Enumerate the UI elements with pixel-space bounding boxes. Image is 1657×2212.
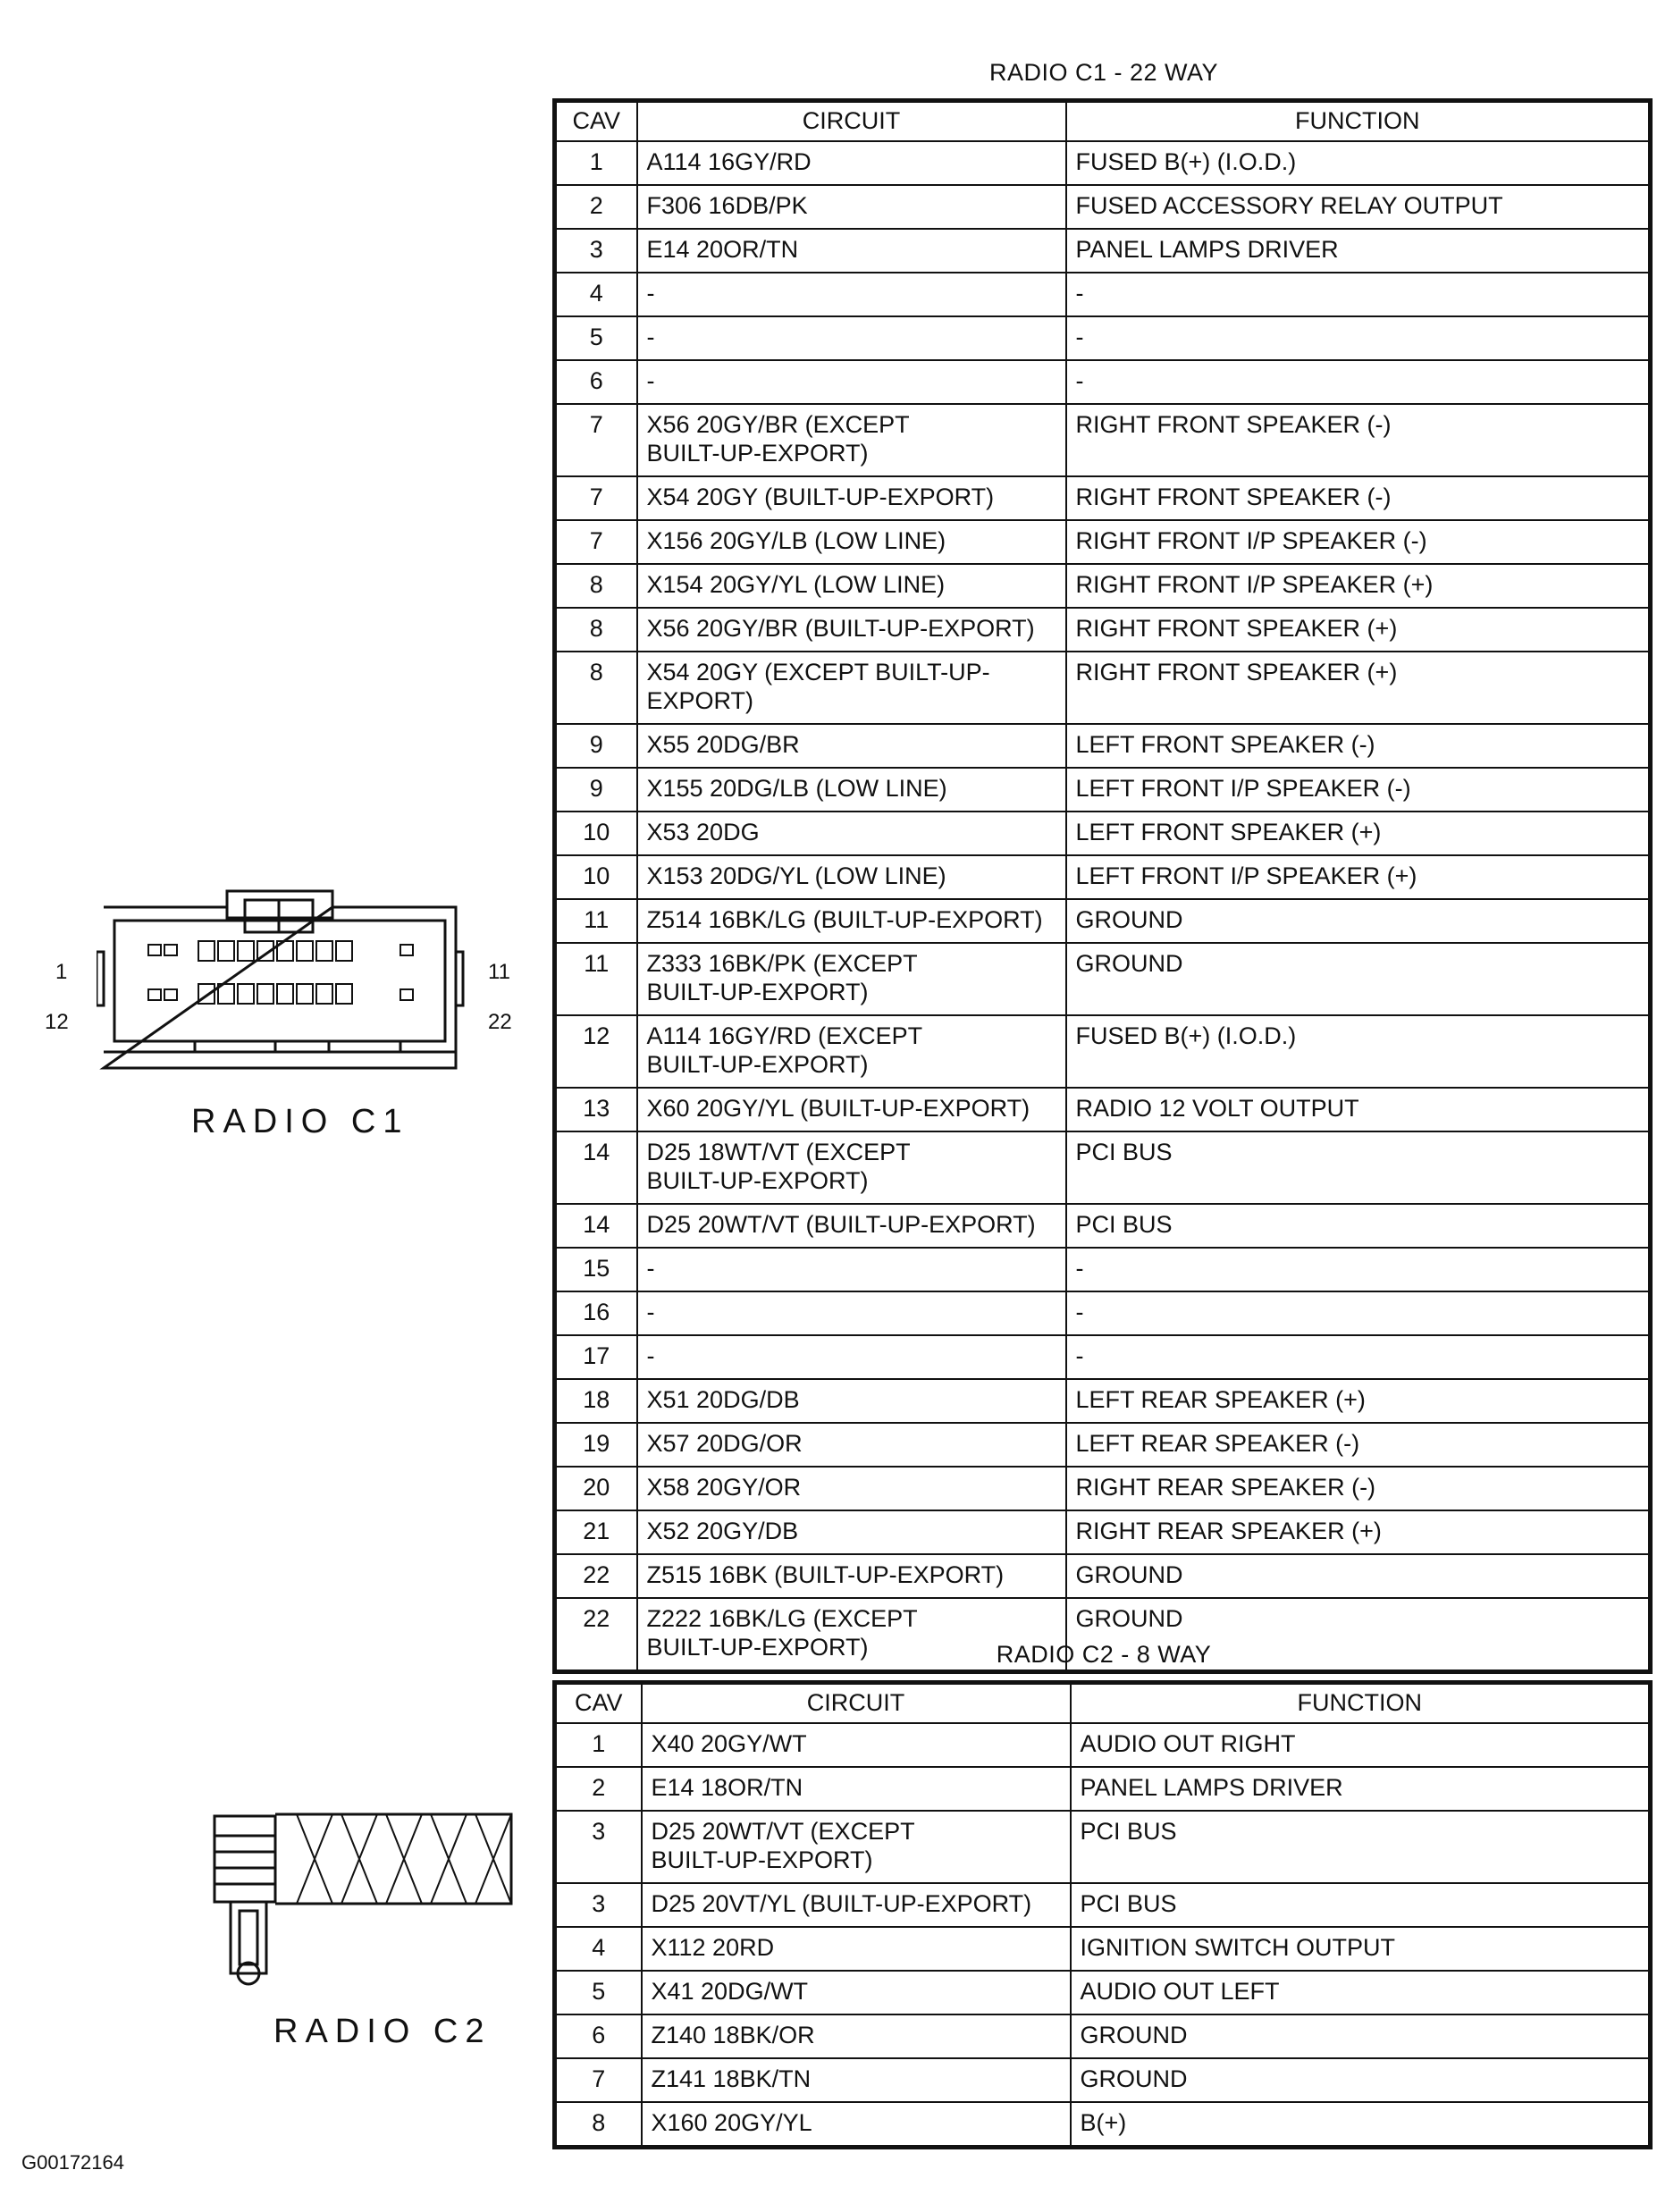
c1-pinout-table bbox=[552, 98, 1653, 1674]
circuit-cell bbox=[642, 1811, 1071, 1883]
table-row bbox=[555, 141, 1651, 185]
function-cell bbox=[1071, 2058, 1651, 2102]
function-cell bbox=[1066, 1379, 1651, 1423]
cav-cell bbox=[555, 229, 637, 273]
cav-cell-text: 2 bbox=[592, 1774, 606, 1801]
function-cell-text: FUSED B(+) (I.O.D.) bbox=[1075, 148, 1297, 175]
table-row bbox=[555, 1379, 1651, 1423]
table-row bbox=[555, 608, 1651, 652]
circuit-cell-text: - bbox=[646, 1255, 655, 1282]
function-cell bbox=[1066, 316, 1651, 360]
table-row bbox=[555, 476, 1651, 520]
circuit-cell bbox=[637, 943, 1066, 1015]
cav-cell-text: 4 bbox=[592, 1934, 606, 1961]
circuit-cell bbox=[637, 899, 1066, 943]
table-row bbox=[555, 185, 1651, 229]
cav-cell bbox=[555, 724, 637, 768]
cav-cell-text: 22 bbox=[583, 1561, 610, 1588]
function-cell bbox=[1066, 229, 1651, 273]
function-cell bbox=[1071, 2014, 1651, 2058]
function-cell bbox=[1066, 608, 1651, 652]
cav-cell-text: 7 bbox=[592, 2065, 606, 2092]
pin-11-label: 11 bbox=[488, 960, 510, 984]
cav-cell bbox=[555, 476, 637, 520]
function-cell bbox=[1066, 476, 1651, 520]
circuit-cell bbox=[642, 2102, 1071, 2148]
function-cell bbox=[1066, 1510, 1651, 1554]
function-cell-text: PANEL LAMPS DRIVER bbox=[1075, 236, 1339, 263]
circuit-cell-text: X56 20GY/BR (BUILT-UP-EXPORT) bbox=[646, 615, 1035, 642]
function-cell-text: RIGHT FRONT I/P SPEAKER (+) bbox=[1075, 571, 1434, 598]
circuit-cell-text: E14 18OR/TN bbox=[651, 1774, 803, 1801]
cav-cell-text: 2 bbox=[589, 192, 603, 219]
table-header-row bbox=[555, 101, 1651, 142]
table-row bbox=[555, 1811, 1651, 1883]
cav-cell-text: 22 bbox=[583, 1605, 610, 1632]
function-cell bbox=[1071, 1811, 1651, 1883]
cav-cell-text: 14 bbox=[583, 1139, 610, 1165]
table-header-row bbox=[555, 1683, 1651, 1724]
function-cell-text: GROUND bbox=[1075, 906, 1183, 933]
radio-c1-connector-drawing bbox=[97, 889, 472, 1086]
cav-cell bbox=[555, 1598, 637, 1672]
circuit-cell bbox=[637, 1554, 1066, 1598]
cav-cell bbox=[555, 2058, 642, 2102]
table-row bbox=[555, 652, 1651, 724]
function-cell-text: RIGHT FRONT SPEAKER (-) bbox=[1075, 484, 1392, 510]
cav-cell-text: 1 bbox=[592, 1730, 606, 1757]
c1-title: RADIO C1 - 22 WAY bbox=[988, 59, 1219, 86]
cav-cell-text: 3 bbox=[589, 236, 603, 263]
table-row bbox=[555, 855, 1651, 899]
circuit-cell bbox=[642, 1767, 1071, 1811]
pin-22-label: 22 bbox=[488, 1010, 512, 1034]
circuit-cell bbox=[637, 1015, 1066, 1088]
function-cell bbox=[1071, 1883, 1651, 1927]
cav-cell-text: 7 bbox=[589, 411, 603, 438]
circuit-cell-text: X155 20DG/LB (LOW LINE) bbox=[646, 775, 947, 802]
function-cell bbox=[1066, 1335, 1651, 1379]
function-cell bbox=[1066, 943, 1651, 1015]
cav-cell-text: 9 bbox=[589, 731, 603, 758]
function-cell bbox=[1066, 855, 1651, 899]
function-cell-text: - bbox=[1075, 1299, 1084, 1325]
function-cell bbox=[1066, 1131, 1651, 1204]
circuit-cell-text: F306 16DB/PK bbox=[646, 192, 808, 219]
circuit-cell-text: - bbox=[646, 367, 655, 394]
function-cell bbox=[1066, 1291, 1651, 1335]
function-cell-text: PCI BUS bbox=[1080, 1890, 1177, 1917]
circuit-cell-text: D25 18WT/VT (EXCEPT BUILT-UP-EXPORT) bbox=[646, 1139, 911, 1194]
cav-cell bbox=[555, 2014, 642, 2058]
circuit-cell-text: D25 20WT/VT (BUILT-UP-EXPORT) bbox=[646, 1211, 1036, 1238]
cav-cell bbox=[555, 1335, 637, 1379]
table-row bbox=[555, 2014, 1651, 2058]
function-cell-text: FUSED ACCESSORY RELAY OUTPUT bbox=[1075, 192, 1503, 219]
table-row bbox=[555, 404, 1651, 476]
circuit-cell-text: Z140 18BK/OR bbox=[651, 2022, 815, 2048]
cav-cell-text: 16 bbox=[583, 1299, 610, 1325]
function-cell bbox=[1066, 1467, 1651, 1510]
function-cell-text: PANEL LAMPS DRIVER bbox=[1080, 1774, 1343, 1801]
cav-cell bbox=[555, 652, 637, 724]
cav-cell bbox=[555, 520, 637, 564]
circuit-cell-text: - bbox=[646, 1299, 655, 1325]
cav-cell-text: 6 bbox=[592, 2022, 606, 2048]
circuit-cell-text: Z515 16BK (BUILT-UP-EXPORT) bbox=[646, 1561, 1005, 1588]
circuit-cell bbox=[637, 1510, 1066, 1554]
function-cell-text: RIGHT REAR SPEAKER (-) bbox=[1075, 1474, 1376, 1501]
circuit-cell bbox=[637, 608, 1066, 652]
table-row bbox=[555, 1927, 1651, 1971]
cav-cell-text: 5 bbox=[589, 324, 603, 350]
cav-cell-text: 11 bbox=[584, 906, 610, 933]
function-cell bbox=[1066, 899, 1651, 943]
function-cell-text: RIGHT FRONT SPEAKER (+) bbox=[1075, 659, 1398, 685]
circuit-cell-text: X60 20GY/YL (BUILT-UP-EXPORT) bbox=[646, 1095, 1030, 1122]
circuit-cell bbox=[637, 476, 1066, 520]
function-cell bbox=[1066, 652, 1651, 724]
cav-cell-text: 10 bbox=[583, 819, 610, 845]
circuit-cell bbox=[637, 1467, 1066, 1510]
table-row bbox=[555, 1088, 1651, 1131]
function-cell bbox=[1066, 768, 1651, 812]
cav-cell bbox=[555, 1204, 637, 1248]
cav-cell-text: 3 bbox=[592, 1818, 606, 1845]
cav-cell bbox=[555, 943, 637, 1015]
function-cell bbox=[1066, 1015, 1651, 1088]
function-cell-text: LEFT FRONT I/P SPEAKER (-) bbox=[1075, 775, 1411, 802]
function-cell bbox=[1066, 1423, 1651, 1467]
circuit-cell-text: X154 20GY/YL (LOW LINE) bbox=[646, 571, 946, 598]
circuit-cell bbox=[637, 1335, 1066, 1379]
circuit-cell bbox=[637, 652, 1066, 724]
cav-cell bbox=[555, 855, 637, 899]
function-cell-text: RIGHT FRONT SPEAKER (+) bbox=[1075, 615, 1398, 642]
function-cell bbox=[1066, 141, 1651, 185]
cav-cell-text: 6 bbox=[589, 367, 603, 394]
table-row bbox=[555, 943, 1651, 1015]
table-row bbox=[555, 1131, 1651, 1204]
function-header: FUNCTION bbox=[1066, 101, 1651, 142]
function-cell bbox=[1066, 404, 1651, 476]
cav-cell bbox=[555, 812, 637, 855]
circuit-cell-text: X53 20DG bbox=[646, 819, 760, 845]
cav-cell-text: 11 bbox=[584, 950, 610, 977]
table-row bbox=[555, 1248, 1651, 1291]
cav-cell-text: 20 bbox=[583, 1474, 610, 1501]
cav-cell bbox=[555, 1088, 637, 1131]
document-id: G00172164 bbox=[21, 2151, 124, 2174]
circuit-cell-text: D25 20VT/YL (BUILT-UP-EXPORT) bbox=[651, 1890, 1032, 1917]
function-cell bbox=[1066, 1554, 1651, 1598]
circuit-cell-text: - bbox=[646, 1342, 655, 1369]
cav-cell bbox=[555, 1379, 637, 1423]
table-row bbox=[555, 899, 1651, 943]
function-cell-text: PCI BUS bbox=[1080, 1818, 1177, 1845]
function-cell bbox=[1071, 1971, 1651, 2014]
function-cell-text: - bbox=[1075, 324, 1084, 350]
circuit-cell bbox=[637, 724, 1066, 768]
table-row bbox=[555, 812, 1651, 855]
cav-header: CAV bbox=[555, 1683, 642, 1724]
circuit-cell-text: X153 20DG/YL (LOW LINE) bbox=[646, 862, 946, 889]
table-row bbox=[555, 1767, 1651, 1811]
cav-cell bbox=[555, 768, 637, 812]
table-row bbox=[555, 1015, 1651, 1088]
function-cell-text: LEFT FRONT I/P SPEAKER (+) bbox=[1075, 862, 1417, 889]
cav-cell bbox=[555, 316, 637, 360]
function-cell-text: FUSED B(+) (I.O.D.) bbox=[1075, 1022, 1297, 1049]
circuit-cell-text: A114 16GY/RD bbox=[646, 148, 812, 175]
circuit-cell-text: - bbox=[646, 280, 655, 307]
circuit-cell-text: X58 20GY/OR bbox=[646, 1474, 802, 1501]
table-row bbox=[555, 2058, 1651, 2102]
function-cell bbox=[1071, 1927, 1651, 1971]
circuit-cell-text: Z333 16BK/PK (EXCEPT BUILT-UP-EXPORT) bbox=[646, 950, 918, 1005]
cav-cell-text: 8 bbox=[589, 571, 603, 598]
cav-cell-text: 12 bbox=[583, 1022, 610, 1049]
circuit-cell bbox=[637, 1379, 1066, 1423]
cav-cell-text: 13 bbox=[583, 1095, 610, 1122]
cav-cell bbox=[555, 360, 637, 404]
cav-cell bbox=[555, 1554, 637, 1598]
circuit-cell bbox=[642, 1927, 1071, 1971]
circuit-cell-text: Z222 16BK/LG (EXCEPT BUILT-UP-EXPORT) bbox=[646, 1605, 918, 1661]
circuit-cell-text: X54 20GY (EXCEPT BUILT-UP-EXPORT) bbox=[646, 659, 990, 714]
circuit-header: CIRCUIT bbox=[642, 1683, 1071, 1724]
table-row bbox=[555, 1291, 1651, 1335]
function-cell-text: - bbox=[1075, 367, 1084, 394]
function-cell bbox=[1066, 1088, 1651, 1131]
cav-cell bbox=[555, 1971, 642, 2014]
cav-cell-text: 14 bbox=[583, 1211, 610, 1238]
circuit-cell-text: X112 20RD bbox=[651, 1934, 775, 1961]
circuit-cell-text: X55 20DG/BR bbox=[646, 731, 800, 758]
circuit-cell bbox=[637, 768, 1066, 812]
function-cell-text: - bbox=[1075, 1255, 1084, 1282]
table-row bbox=[555, 273, 1651, 316]
circuit-cell bbox=[637, 273, 1066, 316]
function-cell bbox=[1066, 360, 1651, 404]
circuit-cell-text: X156 20GY/LB (LOW LINE) bbox=[646, 527, 946, 554]
circuit-cell bbox=[637, 812, 1066, 855]
cav-cell bbox=[555, 141, 637, 185]
radio-c1-label: RADIO C1 bbox=[191, 1103, 409, 1140]
circuit-cell bbox=[637, 404, 1066, 476]
circuit-cell bbox=[642, 2014, 1071, 2058]
circuit-cell-text: X160 20GY/YL bbox=[651, 2109, 812, 2136]
cav-cell bbox=[555, 1131, 637, 1204]
circuit-cell bbox=[642, 2058, 1071, 2102]
circuit-cell bbox=[642, 1723, 1071, 1767]
function-cell-text: PCI BUS bbox=[1075, 1211, 1173, 1238]
function-cell-text: GROUND bbox=[1080, 2065, 1188, 2092]
table-row bbox=[555, 360, 1651, 404]
function-cell-text: IGNITION SWITCH OUTPUT bbox=[1080, 1934, 1395, 1961]
function-cell bbox=[1071, 2102, 1651, 2148]
circuit-cell bbox=[637, 316, 1066, 360]
cav-cell bbox=[555, 1015, 637, 1088]
circuit-cell-text: Z141 18BK/TN bbox=[651, 2065, 812, 2092]
cav-cell bbox=[555, 1467, 637, 1510]
function-cell-text: GROUND bbox=[1075, 1605, 1183, 1632]
cav-cell bbox=[555, 1767, 642, 1811]
circuit-cell bbox=[637, 1248, 1066, 1291]
cav-cell-text: 9 bbox=[589, 775, 603, 802]
function-cell-text: B(+) bbox=[1080, 2109, 1127, 2136]
function-cell bbox=[1066, 564, 1651, 608]
circuit-cell bbox=[642, 1883, 1071, 1927]
function-cell-text: LEFT REAR SPEAKER (-) bbox=[1075, 1430, 1360, 1457]
cav-cell bbox=[555, 1811, 642, 1883]
function-cell-text: RIGHT REAR SPEAKER (+) bbox=[1075, 1518, 1382, 1544]
table-row bbox=[555, 1204, 1651, 1248]
function-cell bbox=[1066, 1204, 1651, 1248]
circuit-cell-text: X56 20GY/BR (EXCEPT BUILT-UP-EXPORT) bbox=[646, 411, 910, 467]
circuit-cell-text: D25 20WT/VT (EXCEPT BUILT-UP-EXPORT) bbox=[651, 1818, 915, 1873]
cav-cell-text: 7 bbox=[589, 527, 603, 554]
function-cell-text: LEFT REAR SPEAKER (+) bbox=[1075, 1386, 1366, 1413]
function-cell bbox=[1066, 812, 1651, 855]
cav-cell bbox=[555, 1927, 642, 1971]
pin-12-label: 12 bbox=[45, 1010, 69, 1034]
function-cell bbox=[1066, 185, 1651, 229]
circuit-cell bbox=[637, 1423, 1066, 1467]
function-cell-text: - bbox=[1075, 1342, 1084, 1369]
circuit-cell-text: X41 20DG/WT bbox=[651, 1978, 809, 2005]
function-cell bbox=[1066, 520, 1651, 564]
cav-cell-text: 8 bbox=[589, 659, 603, 685]
cav-cell bbox=[555, 1723, 642, 1767]
table-row bbox=[555, 1971, 1651, 2014]
function-cell-text: LEFT FRONT SPEAKER (-) bbox=[1075, 731, 1375, 758]
table-row bbox=[555, 724, 1651, 768]
table-row bbox=[555, 564, 1651, 608]
table-row bbox=[555, 520, 1651, 564]
circuit-cell bbox=[637, 1291, 1066, 1335]
cav-cell-text: 10 bbox=[583, 862, 610, 889]
table-row bbox=[555, 1335, 1651, 1379]
function-cell bbox=[1066, 1248, 1651, 1291]
circuit-cell-text: X52 20GY/DB bbox=[646, 1518, 799, 1544]
cav-cell-text: 17 bbox=[583, 1342, 610, 1369]
function-cell-text: GROUND bbox=[1075, 950, 1183, 977]
radio-c2-label: RADIO C2 bbox=[273, 2013, 492, 2050]
circuit-cell bbox=[637, 1204, 1066, 1248]
circuit-cell bbox=[637, 1088, 1066, 1131]
table-row bbox=[555, 1723, 1651, 1767]
function-cell-text: AUDIO OUT LEFT bbox=[1080, 1978, 1280, 2005]
cav-cell bbox=[555, 2102, 642, 2148]
radio-c2-connector-drawing bbox=[207, 1805, 529, 1993]
cav-header: CAV bbox=[555, 101, 637, 142]
cav-cell-text: 4 bbox=[589, 280, 603, 307]
c2-title: RADIO C2 - 8 WAY bbox=[996, 1641, 1212, 1668]
table-row bbox=[555, 229, 1651, 273]
function-cell-text: RADIO 12 VOLT OUTPUT bbox=[1075, 1095, 1359, 1122]
cav-cell-text: 3 bbox=[592, 1890, 606, 1917]
cav-cell bbox=[555, 608, 637, 652]
circuit-cell-text: X40 20GY/WT bbox=[651, 1730, 807, 1757]
circuit-cell bbox=[637, 141, 1066, 185]
function-cell-text: AUDIO OUT RIGHT bbox=[1080, 1730, 1296, 1757]
cav-cell-text: 7 bbox=[589, 484, 603, 510]
table-row bbox=[555, 2102, 1651, 2148]
cav-cell-text: 19 bbox=[583, 1430, 610, 1457]
circuit-cell-text: X54 20GY (BUILT-UP-EXPORT) bbox=[646, 484, 995, 510]
table-row bbox=[555, 1883, 1651, 1927]
function-cell-text: RIGHT FRONT SPEAKER (-) bbox=[1075, 411, 1392, 438]
table-row bbox=[555, 768, 1651, 812]
function-cell-text: GROUND bbox=[1075, 1561, 1183, 1588]
c2-pinout-table bbox=[552, 1680, 1653, 2149]
function-cell bbox=[1071, 1723, 1651, 1767]
cav-cell bbox=[555, 404, 637, 476]
circuit-cell bbox=[642, 1971, 1071, 2014]
function-cell bbox=[1066, 724, 1651, 768]
function-cell-text: LEFT FRONT SPEAKER (+) bbox=[1075, 819, 1382, 845]
circuit-cell-text: Z514 16BK/LG (BUILT-UP-EXPORT) bbox=[646, 906, 1043, 933]
pin-1-label: 1 bbox=[55, 960, 68, 984]
cav-cell bbox=[555, 1883, 642, 1927]
circuit-cell bbox=[637, 1131, 1066, 1204]
circuit-cell-text: E14 20OR/TN bbox=[646, 236, 799, 263]
cav-cell bbox=[555, 564, 637, 608]
cav-cell-text: 15 bbox=[583, 1255, 610, 1282]
function-cell bbox=[1071, 1767, 1651, 1811]
table-row bbox=[555, 316, 1651, 360]
circuit-cell bbox=[637, 564, 1066, 608]
table-row bbox=[555, 1423, 1651, 1467]
circuit-cell bbox=[637, 360, 1066, 404]
cav-cell bbox=[555, 1291, 637, 1335]
circuit-cell bbox=[637, 855, 1066, 899]
table-row bbox=[555, 1554, 1651, 1598]
circuit-cell bbox=[637, 229, 1066, 273]
circuit-cell-text: X57 20DG/OR bbox=[646, 1430, 803, 1457]
cav-cell-text: 1 bbox=[589, 148, 603, 175]
cav-cell-text: 5 bbox=[592, 1978, 606, 2005]
cav-cell bbox=[555, 899, 637, 943]
function-cell-text: RIGHT FRONT I/P SPEAKER (-) bbox=[1075, 527, 1427, 554]
table-row bbox=[555, 1467, 1651, 1510]
cav-cell-text: 8 bbox=[592, 2109, 606, 2136]
cav-cell-text: 21 bbox=[583, 1518, 610, 1544]
cav-cell-text: 18 bbox=[583, 1386, 610, 1413]
function-cell-text: PCI BUS bbox=[1075, 1139, 1173, 1165]
circuit-cell-text: - bbox=[646, 324, 655, 350]
cav-cell-text: 8 bbox=[589, 615, 603, 642]
circuit-cell-text: A114 16GY/RD (EXCEPT BUILT-UP-EXPORT) bbox=[646, 1022, 923, 1078]
circuit-cell-text: X51 20DG/DB bbox=[646, 1386, 800, 1413]
cav-cell bbox=[555, 1423, 637, 1467]
circuit-cell bbox=[637, 520, 1066, 564]
cav-cell bbox=[555, 1510, 637, 1554]
function-cell bbox=[1066, 273, 1651, 316]
cav-cell bbox=[555, 1248, 637, 1291]
table-row bbox=[555, 1510, 1651, 1554]
circuit-header: CIRCUIT bbox=[637, 101, 1066, 142]
function-cell-text: GROUND bbox=[1080, 2022, 1188, 2048]
cav-cell bbox=[555, 185, 637, 229]
function-header: FUNCTION bbox=[1071, 1683, 1651, 1724]
circuit-cell bbox=[637, 185, 1066, 229]
cav-cell bbox=[555, 273, 637, 316]
function-cell-text: - bbox=[1075, 280, 1084, 307]
